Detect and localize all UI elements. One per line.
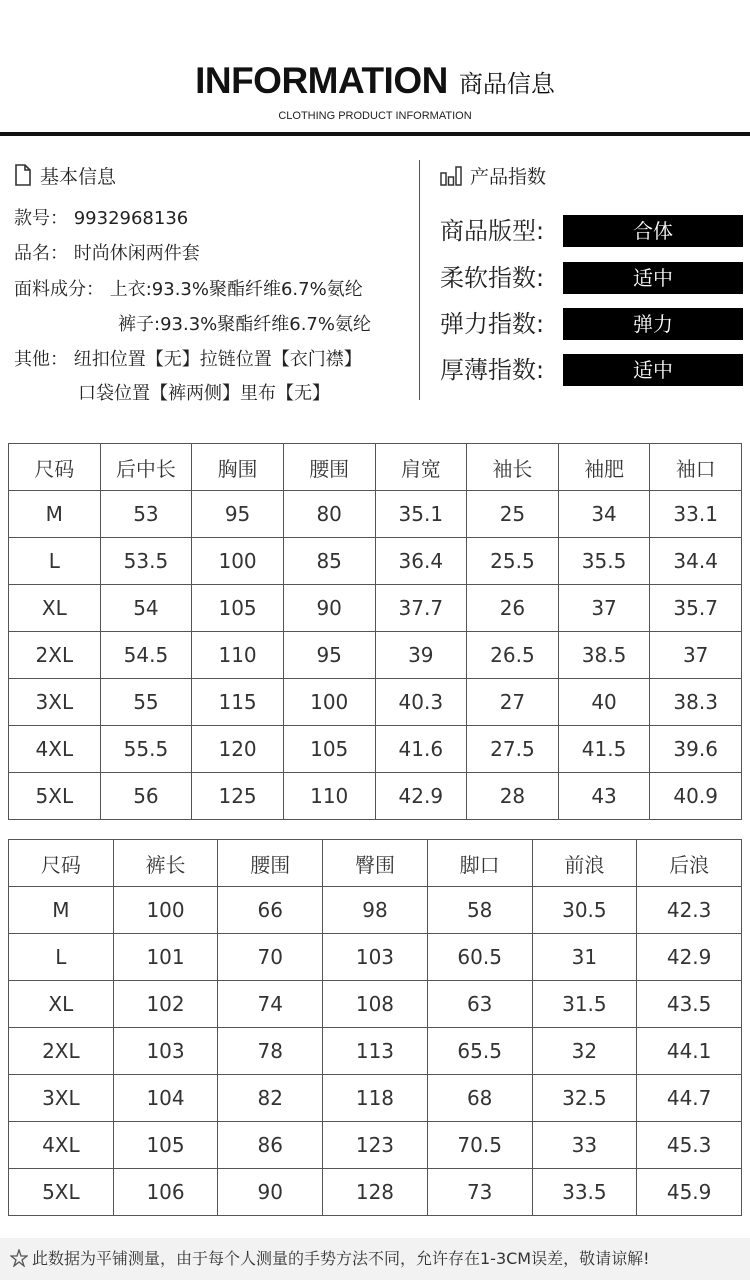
top-table-cell: M — [9, 491, 101, 538]
bottom-table-cell: 82 — [218, 1075, 323, 1122]
table-row — [9, 1075, 742, 1122]
bottom-table-cell: 4XL — [9, 1122, 114, 1169]
top-table-cell: 38.3 — [650, 679, 742, 726]
bottom-table-cell: 78 — [218, 1028, 323, 1075]
measurement-note — [0, 1238, 750, 1280]
index-value-elasticity: 弹力 — [563, 308, 743, 340]
table-row — [9, 887, 742, 934]
bottom-table-cell: 45.3 — [637, 1122, 742, 1169]
top-table-header-cell: 尺码 — [9, 444, 101, 491]
basic-info-heading: 基本信息 — [40, 165, 117, 188]
bottom-table-cell: 31 — [532, 934, 637, 981]
product-index-heading-row — [440, 160, 745, 190]
index-row-softness — [440, 262, 745, 294]
bottom-table-cell: 73 — [427, 1169, 532, 1216]
top-table-header-cell: 肩宽 — [375, 444, 467, 491]
info-line-product-name: 品名： 时尚休闲两件套 — [14, 243, 200, 264]
top-table-cell: 115 — [192, 679, 284, 726]
top-table-cell: 5XL — [9, 773, 101, 820]
top-table-cell: 38.5 — [558, 632, 650, 679]
top-table-cell: 40.3 — [375, 679, 467, 726]
index-row-fit — [440, 215, 745, 247]
table-row — [9, 1122, 742, 1169]
top-table-cell: 33.1 — [650, 491, 742, 538]
top-table-cell: 56 — [100, 773, 192, 820]
top-table-cell: 34.4 — [650, 538, 742, 585]
top-table-cell: 85 — [283, 538, 375, 585]
bottom-table-header-cell: 裤长 — [113, 840, 218, 887]
top-table-cell: 90 — [283, 585, 375, 632]
product-index-section — [440, 160, 745, 384]
top-table-header-cell: 袖口 — [650, 444, 742, 491]
bottom-table-cell: 118 — [323, 1075, 428, 1122]
bottom-table-cell: 103 — [113, 1028, 218, 1075]
index-label-fit: 商品版型: — [440, 217, 545, 245]
top-table-cell: 25.5 — [467, 538, 559, 585]
top-table-cell: 54 — [100, 585, 192, 632]
bottom-table-cell: 32 — [532, 1028, 637, 1075]
bottom-table-cell: 3XL — [9, 1075, 114, 1122]
bottom-table-cell: 90 — [218, 1169, 323, 1216]
bottom-table-cell: 33 — [532, 1122, 637, 1169]
bottom-table-cell: 5XL — [9, 1169, 114, 1216]
bottom-table-cell: 70 — [218, 934, 323, 981]
info-line-other-2: 口袋位置【裤两侧】里布【无】 — [78, 383, 330, 404]
bottom-table-cell: 32.5 — [532, 1075, 637, 1122]
bottom-table-cell: 86 — [218, 1122, 323, 1169]
top-table-cell: 55.5 — [100, 726, 192, 773]
bottom-table-header-cell: 脚口 — [427, 840, 532, 887]
bottom-table-cell: 105 — [113, 1122, 218, 1169]
bottom-table-cell: 128 — [323, 1169, 428, 1216]
title-en: INFORMATION — [195, 60, 448, 101]
bottom-table-header-row — [9, 840, 742, 887]
top-table-cell: 26 — [467, 585, 559, 632]
top-table-cell: 28 — [467, 773, 559, 820]
bottom-table-cell: 104 — [113, 1075, 218, 1122]
bottom-table-cell: 106 — [113, 1169, 218, 1216]
table-row — [9, 538, 742, 585]
info-line-style-no: 款号： 9932968136 — [14, 208, 189, 229]
top-table-cell: 34 — [558, 491, 650, 538]
top-table-cell: 27 — [467, 679, 559, 726]
table-row — [9, 585, 742, 632]
table-row — [9, 773, 742, 820]
bottom-table-cell: 70.5 — [427, 1122, 532, 1169]
top-table-cell: 40.9 — [650, 773, 742, 820]
bottom-table-cell: 66 — [218, 887, 323, 934]
top-table-cell: XL — [9, 585, 101, 632]
top-table-cell: 39 — [375, 632, 467, 679]
index-row-elasticity — [440, 308, 745, 340]
bottom-table-cell: 98 — [323, 887, 428, 934]
measurement-note-text: 此数据为平铺测量，由于每个人测量的手势方法不同，允许存在1-3CM误差，敬请谅解! — [32, 1249, 650, 1268]
index-label-softness: 柔软指数: — [440, 264, 545, 292]
subtitle: CLOTHING PRODUCT INFORMATION — [278, 110, 472, 122]
bottom-table-cell: 44.7 — [637, 1075, 742, 1122]
top-table-cell: 37.7 — [375, 585, 467, 632]
top-table-cell: 95 — [283, 632, 375, 679]
top-table-cell: L — [9, 538, 101, 585]
bottom-table-cell: 30.5 — [532, 887, 637, 934]
top-table-cell: 36.4 — [375, 538, 467, 585]
bottom-table-cell: 60.5 — [427, 934, 532, 981]
top-table-cell: 43 — [558, 773, 650, 820]
bottom-table-cell: 58 — [427, 887, 532, 934]
top-table-cell: 35.7 — [650, 585, 742, 632]
table-row — [9, 679, 742, 726]
info-line-fabric-top: 面料成分： 上衣:93.3%聚酯纤维6.7%氨纶 — [14, 279, 363, 300]
bottom-table-header-cell: 腰围 — [218, 840, 323, 887]
top-size-table — [8, 443, 742, 820]
bottom-table-cell: 113 — [323, 1028, 428, 1075]
top-table-cell: 53 — [100, 491, 192, 538]
title-row — [0, 60, 750, 102]
bottom-table-cell: 102 — [113, 981, 218, 1028]
info-line-fabric-pants: 裤子:93.3%聚酯纤维6.7%氨纶 — [118, 314, 371, 335]
bottom-table-cell: 65.5 — [427, 1028, 532, 1075]
top-table-cell: 95 — [192, 491, 284, 538]
info-line-other: 其他： 纽扣位置【无】拉链位置【衣门襟】 — [14, 349, 362, 370]
top-table-cell: 105 — [283, 726, 375, 773]
top-table-cell: 100 — [283, 679, 375, 726]
bottom-table-cell: 101 — [113, 934, 218, 981]
basic-info-section — [14, 160, 414, 404]
bottom-size-table — [8, 839, 742, 1216]
top-table-cell: 100 — [192, 538, 284, 585]
top-table-header-cell: 袖长 — [467, 444, 559, 491]
bottom-table-cell: 2XL — [9, 1028, 114, 1075]
top-table-header-cell: 后中长 — [100, 444, 192, 491]
top-table-header-cell: 袖肥 — [558, 444, 650, 491]
top-table-cell: 4XL — [9, 726, 101, 773]
basic-info-heading-row — [14, 160, 414, 190]
bottom-table-cell: M — [9, 887, 114, 934]
header-rule — [0, 132, 750, 136]
top-table-cell: 120 — [192, 726, 284, 773]
bottom-table-cell: 103 — [323, 934, 428, 981]
bar-chart-icon — [440, 164, 462, 186]
top-table-cell: 35.1 — [375, 491, 467, 538]
top-table-cell: 37 — [558, 585, 650, 632]
product-index-heading: 产品指数 — [470, 165, 547, 188]
star-icon — [10, 1238, 28, 1280]
bottom-table-cell: 68 — [427, 1075, 532, 1122]
bottom-table-header-cell: 后浪 — [637, 840, 742, 887]
top-table-cell: 41.5 — [558, 726, 650, 773]
top-table-cell: 37 — [650, 632, 742, 679]
index-value-softness: 适中 — [563, 262, 743, 294]
section-divider — [419, 160, 420, 400]
top-table-cell: 41.6 — [375, 726, 467, 773]
top-table-cell: 42.9 — [375, 773, 467, 820]
index-row-thickness — [440, 354, 745, 386]
top-table-cell: 39.6 — [650, 726, 742, 773]
bottom-table-cell: 63 — [427, 981, 532, 1028]
table-row — [9, 934, 742, 981]
top-table-cell: 27.5 — [467, 726, 559, 773]
top-table-cell: 26.5 — [467, 632, 559, 679]
top-table-cell: 125 — [192, 773, 284, 820]
top-table-cell: 40 — [558, 679, 650, 726]
bottom-table-cell: 123 — [323, 1122, 428, 1169]
bottom-table-header-cell: 尺码 — [9, 840, 114, 887]
table-row — [9, 726, 742, 773]
top-table-cell: 35.5 — [558, 538, 650, 585]
index-label-elasticity: 弹力指数: — [440, 310, 545, 338]
top-table-cell: 2XL — [9, 632, 101, 679]
bottom-table-cell: 44.1 — [637, 1028, 742, 1075]
bottom-table-cell: 108 — [323, 981, 428, 1028]
top-table-header-cell: 腰围 — [283, 444, 375, 491]
top-table-cell: 54.5 — [100, 632, 192, 679]
top-table-cell: 3XL — [9, 679, 101, 726]
top-table-cell: 55 — [100, 679, 192, 726]
document-icon — [14, 164, 32, 186]
top-table-cell: 105 — [192, 585, 284, 632]
bottom-table-cell: 42.3 — [637, 887, 742, 934]
index-value-thickness: 适中 — [563, 354, 743, 386]
bottom-table-cell: 43.5 — [637, 981, 742, 1028]
table-row — [9, 491, 742, 538]
top-table-header-row — [9, 444, 742, 491]
index-label-thickness: 厚薄指数: — [440, 356, 545, 384]
table-row — [9, 981, 742, 1028]
bottom-table-header-cell: 前浪 — [532, 840, 637, 887]
bottom-table-cell: XL — [9, 981, 114, 1028]
table-row — [9, 632, 742, 679]
title-cn: 商品信息 — [458, 69, 555, 98]
top-table-cell: 53.5 — [100, 538, 192, 585]
bottom-table-cell: 42.9 — [637, 934, 742, 981]
top-table-cell: 110 — [283, 773, 375, 820]
top-table-cell: 80 — [283, 491, 375, 538]
bottom-table-cell: 31.5 — [532, 981, 637, 1028]
top-table-cell: 110 — [192, 632, 284, 679]
index-value-fit: 合体 — [563, 215, 743, 247]
bottom-table-cell: 100 — [113, 887, 218, 934]
bottom-table-header-cell: 臀围 — [323, 840, 428, 887]
page-header — [0, 0, 750, 140]
bottom-table-cell: L — [9, 934, 114, 981]
top-table-cell: 25 — [467, 491, 559, 538]
bottom-table-cell: 74 — [218, 981, 323, 1028]
table-row — [9, 1028, 742, 1075]
table-row — [9, 1169, 742, 1216]
top-table-header-cell: 胸围 — [192, 444, 284, 491]
bottom-table-cell: 33.5 — [532, 1169, 637, 1216]
bottom-table-cell: 45.9 — [637, 1169, 742, 1216]
